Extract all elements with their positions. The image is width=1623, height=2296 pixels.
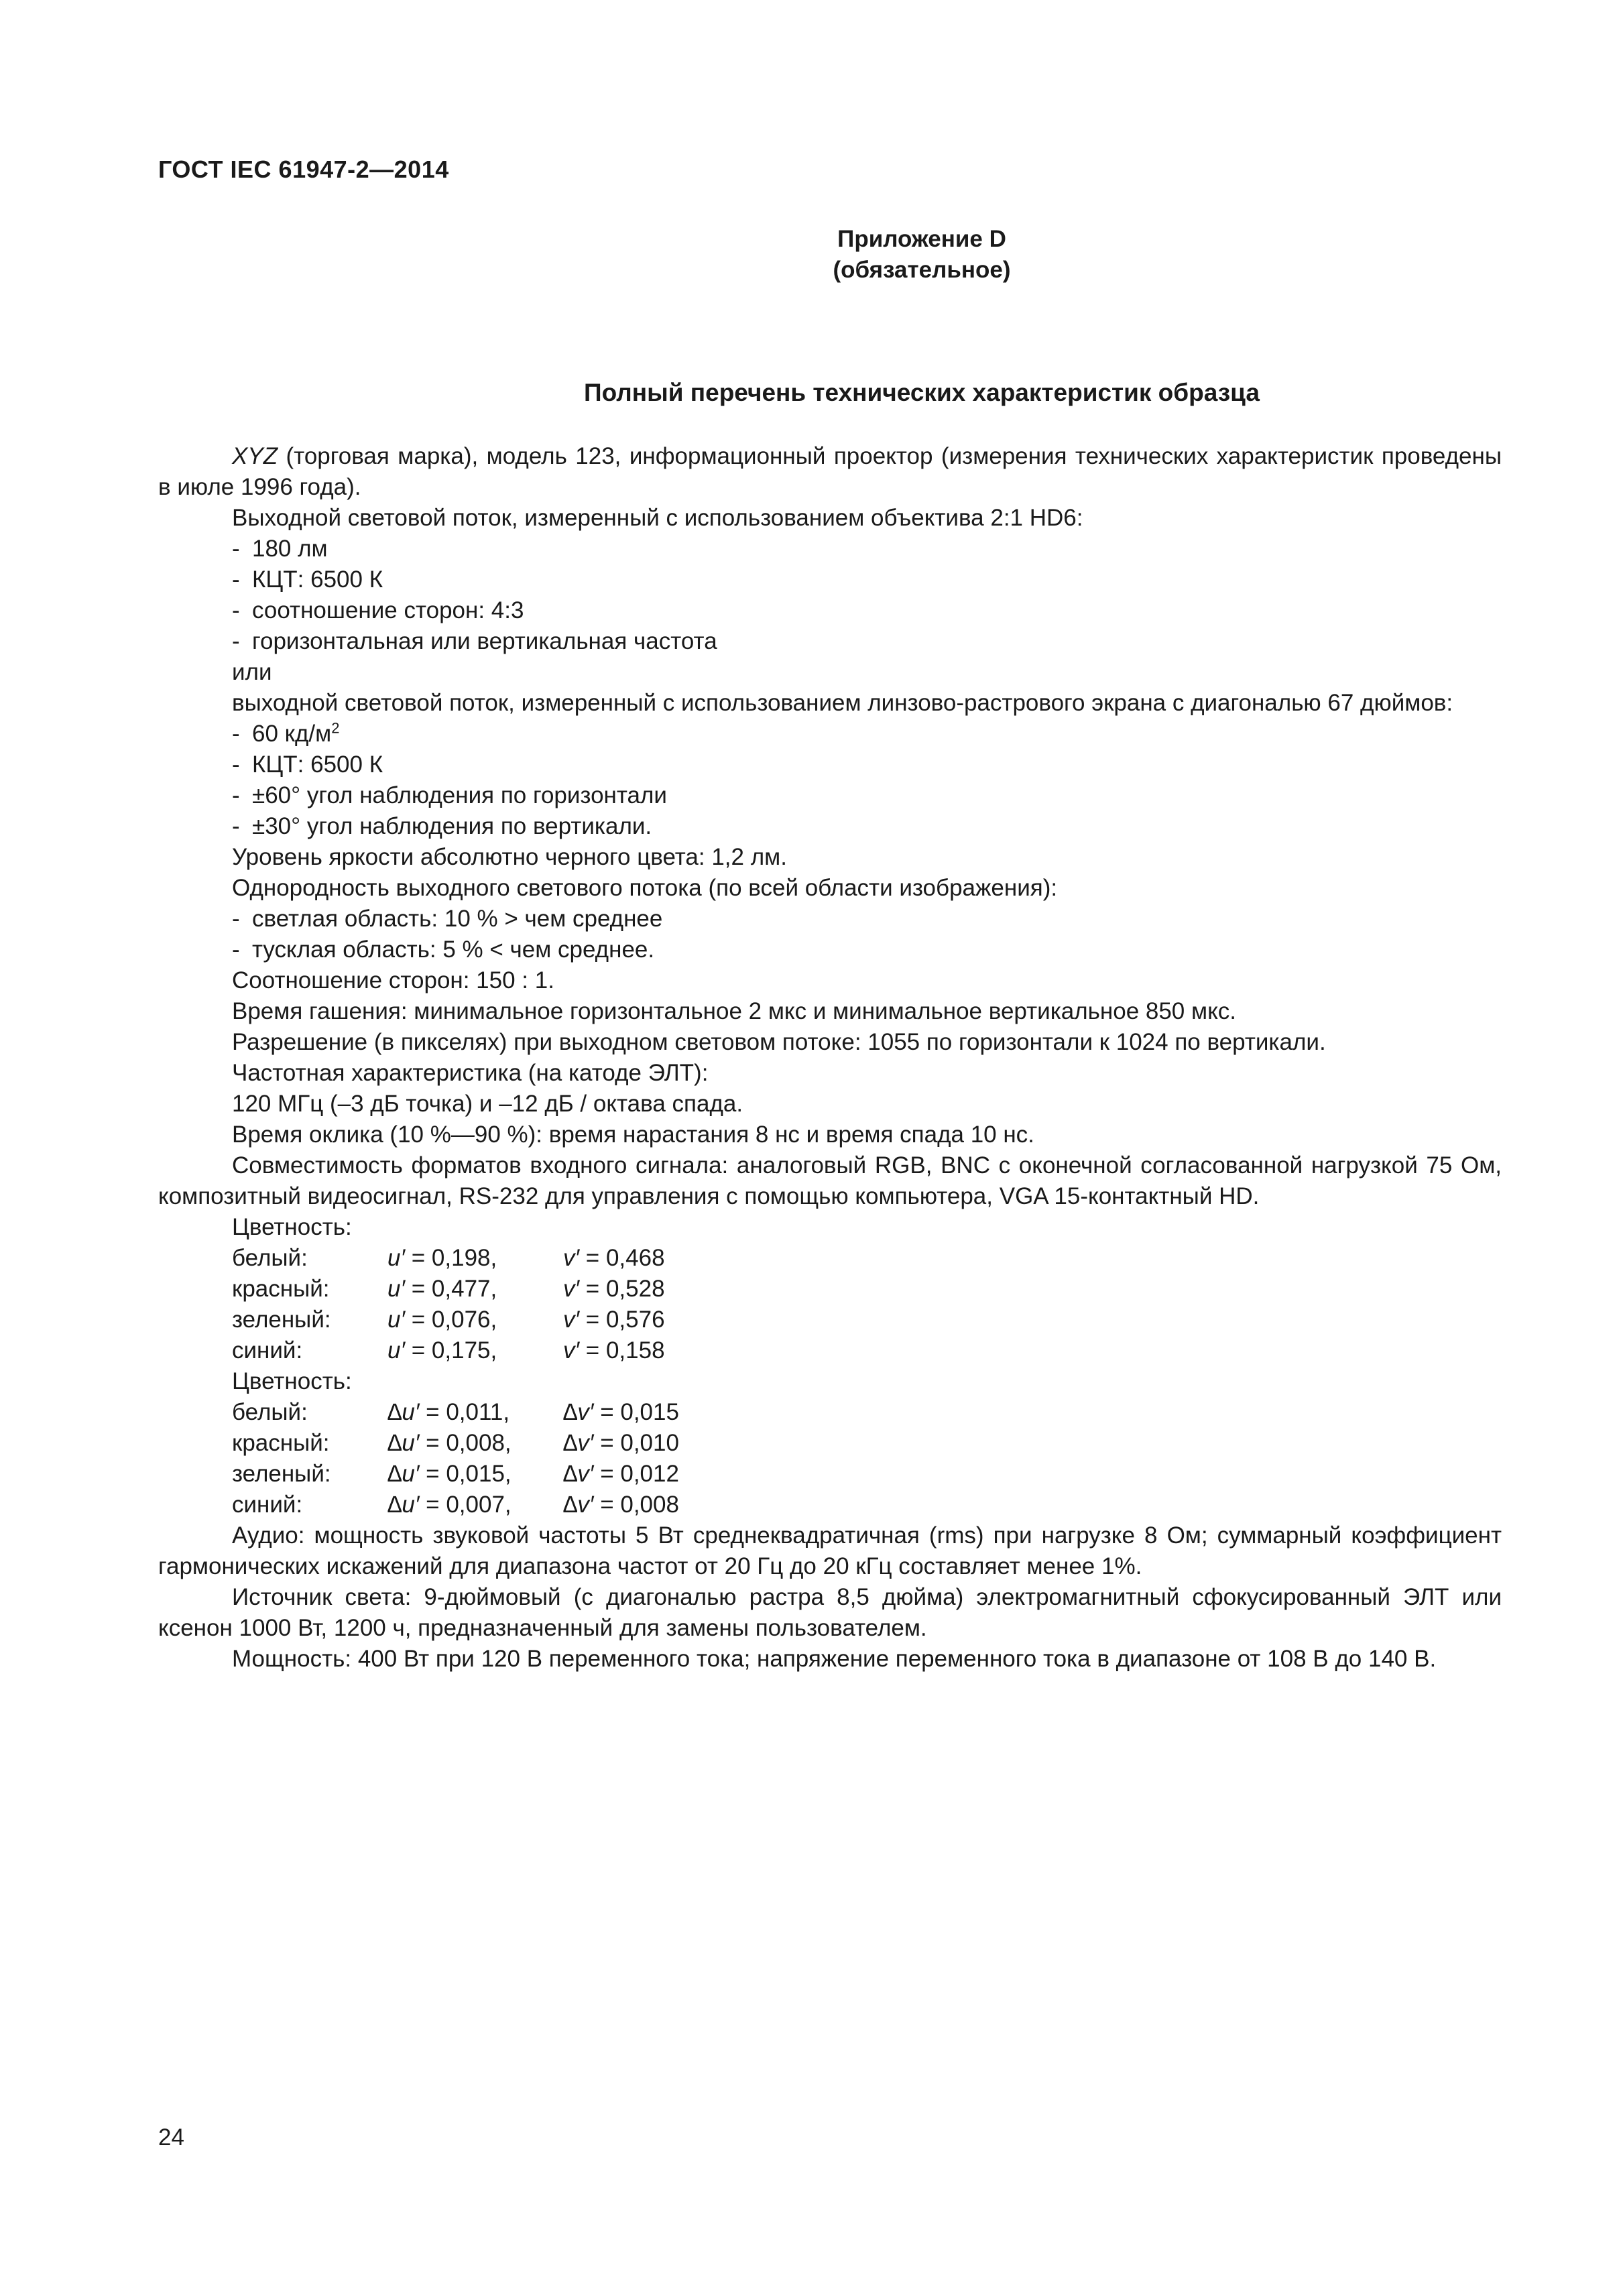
- annex-title: Приложение D: [837, 226, 1006, 252]
- section-title: Полный перечень технических характеристик образца: [584, 379, 1260, 406]
- annex-status: (обязательное): [833, 257, 1011, 283]
- chromaticity-label: Цветность:: [232, 1214, 352, 1240]
- chromaticity-delta-label: Цветность:: [232, 1368, 352, 1394]
- table-row: зеленый: u′ = 0,076, v′ = 0,576: [232, 1307, 665, 1333]
- table-row: синий: u′ = 0,175, v′ = 0,158: [232, 1337, 665, 1364]
- intro-text: (торговая марка), модель 123, информационный проектор (измерения технических характеристик проведены в июле 1996 года).: [158, 443, 1502, 500]
- list-item: - светлая область: 10 % > чем среднее: [232, 906, 663, 932]
- list-item: - КЦТ: 6500 К: [232, 566, 383, 593]
- compatibility: Совместимость форматов входного сигнала: аналоговый RGB, BNC с оконечной согласованной нагрузкой 75 Ом, композитный видеосигнал, RS-232 для управления с помощью компьютера, VGA 15-контактный HD.: [158, 1152, 1502, 1209]
- table-row: синий: ∆u′ = 0,007, ∆v′ = 0,008: [232, 1492, 679, 1518]
- light-source: Источник света: 9-дюймовый (с диагональю растра 8,5 дюйма) электромагнитный сфокусированный ЭЛТ или ксенон 1000 Вт, 1200 ч, предназначенный для замены пользователем.: [158, 1584, 1502, 1641]
- or-word: или: [232, 659, 272, 685]
- list-item: - 60 $кд/м^2$: [232, 719, 340, 747]
- intro-paragraph: [158, 441, 1502, 503]
- table-row: белый: u′ = 0,198, v′ = 0,468: [232, 1245, 665, 1271]
- page-number: 24: [158, 2124, 184, 2151]
- list-item: - КЦТ: 6500 К: [232, 751, 383, 778]
- response-time: Время оклика (10 %—90 %): время нарастания 8 нс и время спада 10 нс.: [232, 1122, 1034, 1148]
- power: Мощность: 400 Вт при 120 В переменного тока; напряжение переменного тока в диапазоне от 108 В до 140 В.: [232, 1646, 1437, 1672]
- list-item: - 180 лм: [232, 536, 328, 562]
- brand-name: XYZ: [232, 443, 278, 469]
- black-level: Уровень яркости абсолютно черного цвета: 1,2 лм.: [232, 844, 787, 870]
- document-body: [158, 441, 1502, 1675]
- list-item: - ±30° угол наблюдения по вертикали.: [232, 813, 652, 839]
- contrast-ratio: Соотношение сторон: 150 : 1.: [232, 967, 554, 993]
- table-row: красный: u′ = 0,477, v′ = 0,528: [232, 1276, 665, 1302]
- list-item: - ±60° угол наблюдения по горизонтали: [232, 782, 667, 808]
- flux-screen-intro: выходной световой поток, измеренный с использованием линзово-растрового экрана с диагональю 67 дюймов:: [232, 690, 1453, 716]
- flux-lens-intro: Выходной световой поток, измеренный с использованием объектива 2:1 HD6:: [232, 505, 1083, 531]
- chromaticity-table: [158, 1243, 1502, 1366]
- standard-code: ГОСТ IEC 61947-2—2014: [158, 156, 449, 183]
- chromaticity-delta-table: [158, 1397, 1502, 1520]
- list-item: - тусклая область: 5 % < чем среднее.: [232, 936, 655, 963]
- list-item: - горизонтальная или вертикальная частота: [232, 628, 717, 654]
- table-row: красный: ∆u′ = 0,008, ∆v′ = 0,010: [232, 1430, 679, 1456]
- resolution: Разрешение (в пикселях) при выходном световом потоке: 1055 по горизонтали к 1024 по вертикали.: [232, 1029, 1326, 1055]
- table-row: белый: ∆u′ = 0,011, ∆v′ = 0,015: [232, 1399, 679, 1425]
- list-item: - соотношение сторон: 4:3: [232, 597, 524, 623]
- audio: Аудио: мощность звуковой частоты 5 Вт среднеквадратичная (rms) при нагрузке 8 Ом; суммарный коэффициент гармонических искажений для диапазона частот от 20 Гц до 20 кГц составляет менее 1%.: [158, 1522, 1502, 1579]
- uniformity-intro: Однородность выходного светового потока (по всей области изображения):: [232, 875, 1058, 901]
- freq-response-value: 120 МГц (–3 дБ точка) и –12 дБ / октава спада.: [232, 1091, 743, 1117]
- blanking-time: Время гашения: минимальное горизонтальное 2 мкс и минимальное вертикальное 850 мкс.: [232, 998, 1236, 1024]
- table-row: зеленый: ∆u′ = 0,015, ∆v′ = 0,012: [232, 1461, 679, 1487]
- freq-response-label: Частотная характеристика (на катоде ЭЛТ):: [232, 1060, 709, 1086]
